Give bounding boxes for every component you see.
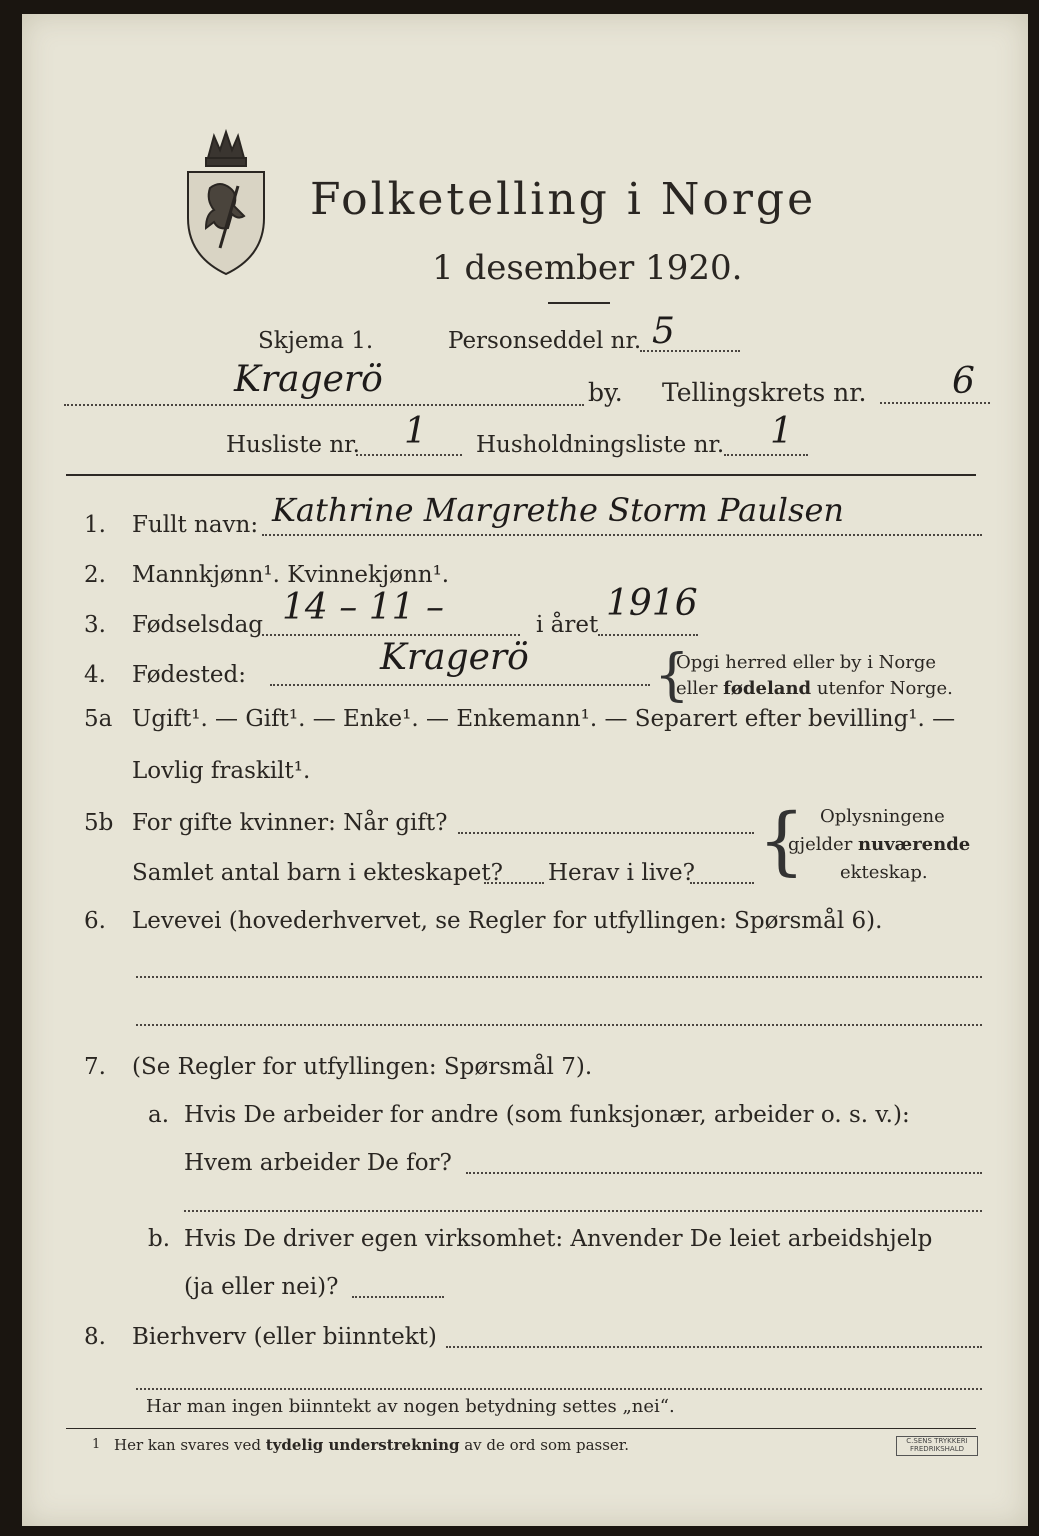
tellingskrets-line: [880, 402, 990, 404]
q3-label: Fødselsdag: [132, 612, 264, 638]
q3-year-line: [598, 634, 698, 636]
q8-number: 8.: [84, 1324, 106, 1350]
q5a-number: 5a: [84, 706, 113, 732]
q7a-extra-line: [184, 1210, 982, 1212]
q8-line: [446, 1346, 982, 1348]
q2-number: 2.: [84, 562, 106, 588]
skjema-label: Skjema 1.: [258, 328, 374, 354]
husholdning-label: Husholdningsliste nr.: [476, 432, 725, 458]
footnote-text: Her kan svares ved tydelig understrekning av de ord som passer.: [114, 1436, 630, 1454]
q5b-alive-line: [690, 882, 754, 884]
husliste-line: [356, 454, 462, 456]
q7a-line2: Hvem arbeider De for?: [184, 1150, 452, 1176]
q7a-letter: a.: [148, 1102, 170, 1128]
q4-line: [270, 684, 650, 686]
q5b-note2: gjelder nuværende: [788, 834, 971, 855]
by-label: by.: [588, 378, 623, 407]
norwegian-coat-of-arms-icon: [180, 128, 272, 278]
birthplace-value[interactable]: Kragerö: [380, 637, 529, 678]
birth-year-value[interactable]: 1916: [606, 583, 698, 624]
q1-label: Fullt navn:: [132, 512, 259, 538]
form-title: Folketelling i Norge: [310, 174, 817, 225]
q7b-line2: (ja eller nei)?: [184, 1274, 339, 1300]
husholdning-line: [724, 454, 808, 456]
q3-year-label: i året: [536, 612, 599, 638]
q8-extra-line: [136, 1388, 982, 1390]
personseddel-label: Personseddel nr.: [448, 328, 642, 354]
q4-note-brace: {: [654, 643, 690, 708]
q1-line: [262, 534, 982, 536]
q7a-line1: Hvis De arbeider for andre (som funksjonær, arbeider o. s. v.):: [184, 1102, 910, 1128]
personseddel-value[interactable]: 5: [652, 311, 675, 352]
q5b-children-label: Samlet antal barn i ekteskapet?: [132, 860, 503, 886]
q7-number: 7.: [84, 1054, 106, 1080]
birthday-value[interactable]: 14 – 11 –: [282, 587, 444, 628]
census-date: 1 desember 1920.: [432, 248, 743, 288]
q7a-line: [466, 1172, 982, 1174]
printer-line1: C.SENS TRYKKERI: [906, 1437, 968, 1445]
q5a-options-line2: Lovlig fraskilt¹.: [132, 758, 311, 784]
q5b-children-line: [484, 882, 544, 884]
q6-line2: [136, 1024, 982, 1026]
q5b-married-line: [458, 832, 754, 834]
q6-line1: [136, 976, 982, 978]
q6-number: 6.: [84, 908, 106, 934]
footnote-number: 1: [92, 1437, 101, 1452]
q5b-note3: ekteskap.: [840, 862, 928, 883]
q3-day-line: [262, 634, 520, 636]
full-name-value[interactable]: Kathrine Margrethe Storm Paulsen: [272, 491, 844, 529]
q7b-letter: b.: [148, 1226, 171, 1252]
city-line: [64, 404, 584, 406]
title-divider: [548, 302, 610, 304]
q4-note-line2: eller fødeland utenfor Norge.: [676, 678, 953, 699]
q8-label: Bierhverv (eller biinntekt): [132, 1324, 437, 1350]
printer-line2: FREDRIKSHALD: [909, 1445, 964, 1453]
q7-label: (Se Regler for utfyllingen: Spørsmål 7).: [132, 1054, 593, 1080]
header-rule: [66, 474, 976, 476]
q5b-note1: Oplysningene: [820, 806, 945, 827]
q4-number: 4.: [84, 662, 106, 688]
q6-label: Levevei (hovederhvervet, se Regler for utfyllingen: Spørsmål 6).: [132, 908, 883, 934]
q5b-alive-label: Herav i live?: [548, 860, 695, 886]
tellingskrets-label: Tellingskrets nr.: [662, 378, 867, 407]
city-value[interactable]: Kragerö: [234, 359, 383, 400]
husliste-label: Husliste nr.: [226, 432, 360, 458]
q5b-number: 5b: [84, 810, 114, 836]
q5b-line1: For gifte kvinner: Når gift?: [132, 810, 448, 836]
q1-number: 1.: [84, 512, 106, 538]
q3-number: 3.: [84, 612, 106, 638]
q4-note-line1: Opgi herred eller by i Norge: [676, 652, 937, 673]
biinntekt-note: Har man ingen biinntekt av nogen betydning settes „nei“.: [146, 1396, 675, 1417]
husliste-value[interactable]: 1: [404, 411, 427, 452]
q5a-options: Ugift¹. — Gift¹. — Enke¹. — Enkemann¹. — Separert efter bevilling¹. —: [132, 706, 956, 732]
q2-label: Mannkjønn¹. Kvinnekjønn¹.: [132, 562, 450, 588]
husholdning-value[interactable]: 1: [770, 411, 793, 452]
q7b-line: [352, 1296, 444, 1298]
tellingskrets-value[interactable]: 6: [952, 361, 975, 402]
q7b-line1: Hvis De driver egen virksomhet: Anvender De leiet arbeidshjelp: [184, 1226, 933, 1252]
printer-stamp: [896, 1436, 978, 1456]
q5b-note-brace: {: [758, 798, 806, 884]
q4-label: Fødested:: [132, 662, 247, 688]
footer-rule: [66, 1428, 976, 1429]
